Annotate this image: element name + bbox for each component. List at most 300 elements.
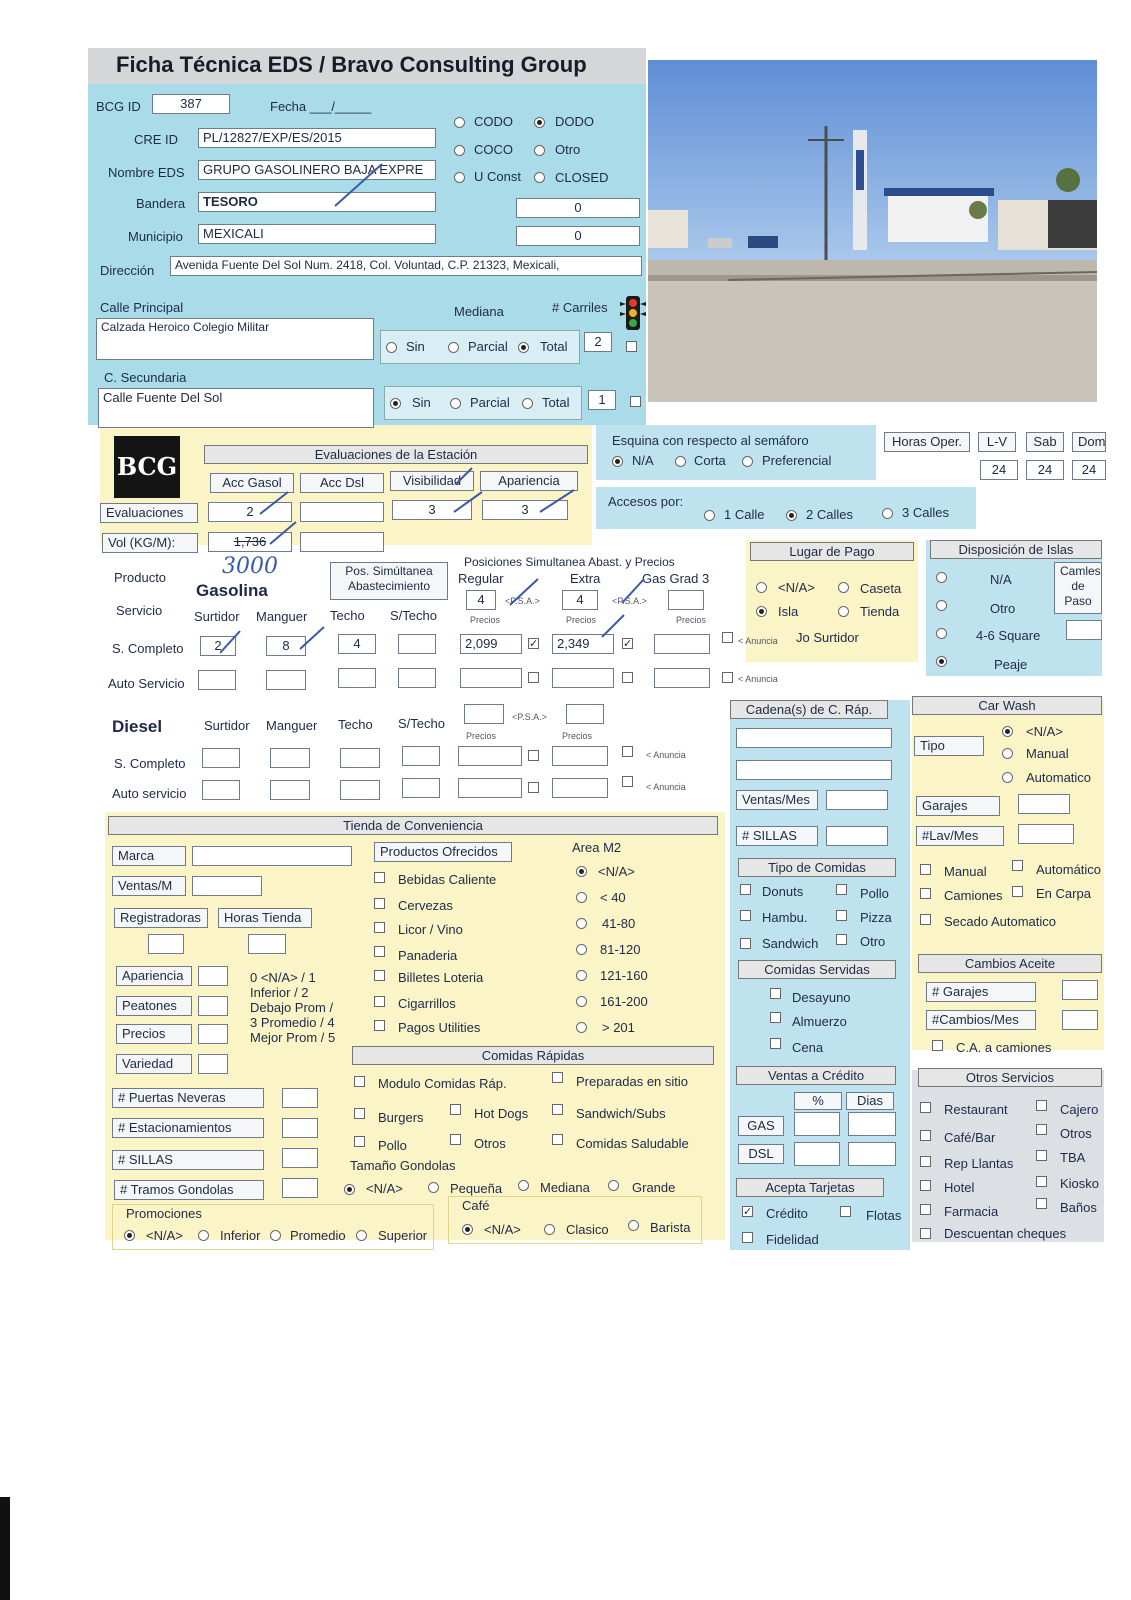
sc-label: S. Completo	[112, 641, 184, 656]
tramos-field[interactable]	[282, 1178, 318, 1198]
as-manguer-field[interactable]	[266, 670, 306, 690]
cadena-sillas-field[interactable]	[826, 826, 888, 846]
otros-otros-check[interactable]	[1036, 1124, 1047, 1135]
islas-square-label: 4-6 Square	[976, 628, 1041, 643]
principal-check[interactable]	[626, 341, 637, 352]
aceite-cambios-label: #Cambios/Mes	[926, 1010, 1036, 1030]
comidas-servidas-header: Comidas Servidas	[738, 960, 896, 979]
diesel-as-check-2[interactable]	[622, 776, 633, 787]
tipo-closed-radio[interactable]	[534, 172, 545, 183]
area-40-radio[interactable]	[576, 892, 587, 903]
diesel-sc-surtidor[interactable]	[202, 748, 240, 768]
calle-secundaria-field[interactable]: Calle Fuente Del Sol	[98, 388, 374, 428]
cw-secado-check[interactable]	[920, 914, 931, 925]
credito-dsl-dias-field[interactable]	[848, 1142, 896, 1166]
as-regular-price-field[interactable]	[460, 668, 522, 688]
area-41-80-label: 41-80	[602, 916, 636, 931]
cr-otros-check[interactable]	[450, 1134, 461, 1145]
as-grade3-price-field[interactable]	[654, 668, 710, 688]
promo-promedio-label: Promedio	[290, 1228, 346, 1243]
pago-isla-label: Isla	[778, 604, 799, 619]
tamano-label: Tamaño Gondolas	[350, 1158, 456, 1173]
tienda-horas-label: Horas Tienda	[218, 908, 312, 928]
evaluaciones-label: Evaluaciones	[100, 503, 198, 523]
secundaria-parcial-radio[interactable]	[450, 398, 461, 409]
esquina-na-radio[interactable]	[612, 456, 623, 467]
prod-licor-label: Licor / Vino	[398, 922, 463, 937]
tienda-registradoras-field[interactable]	[148, 934, 184, 954]
ink-strokes-gas-icon	[220, 575, 660, 655]
otros-farmacia-label: Farmacia	[944, 1204, 999, 1219]
comida-hambu-label: Hambu.	[762, 910, 808, 925]
num-field-2[interactable]: 0	[516, 226, 640, 246]
cadena-field-1[interactable]	[736, 728, 892, 748]
tamano-mediana-radio[interactable]	[518, 1180, 529, 1191]
carwash-tipo-label: Tipo	[914, 736, 984, 756]
accesos-1-radio[interactable]	[704, 510, 715, 521]
tarjeta-flotas-label: Flotas	[866, 1208, 902, 1223]
credito-dsl-label: DSL	[738, 1144, 784, 1164]
tipo-otro-label: Otro	[555, 142, 581, 157]
as-regular-anuncia-check[interactable]	[528, 672, 539, 683]
credito-header: Ventas a Crédito	[736, 1066, 896, 1085]
cafe-clasico-label: Clasico	[566, 1222, 609, 1237]
eval-col-acc-dsl: Acc Dsl	[300, 473, 384, 493]
secundaria-carriles-field[interactable]: 1	[588, 390, 616, 410]
cr-hotdogs-label: Hot Dogs	[474, 1106, 529, 1121]
pago-caseta-radio[interactable]	[838, 582, 849, 593]
accesos-2-radio[interactable]	[786, 510, 797, 521]
extra-pos-field[interactable]: 4	[562, 590, 598, 610]
as-stecho-field[interactable]	[398, 668, 436, 688]
as-extra-anuncia-check[interactable]	[622, 672, 633, 683]
area-201-radio[interactable]	[576, 1022, 587, 1033]
esquina-preferencial-label: Preferencial	[762, 453, 832, 468]
prod-panaderia-check[interactable]	[374, 946, 385, 957]
cw-automatico-label: Automático	[1036, 862, 1102, 877]
cr-sandwich-check[interactable]	[552, 1104, 563, 1115]
comida-pizza-check[interactable]	[836, 910, 847, 921]
islas-peaje-radio[interactable]	[936, 656, 947, 667]
col-manguer: Manguer	[256, 609, 308, 624]
tienda-header: Tienda de Conveniencia	[108, 816, 718, 835]
secundaria-sin-label: Sin	[412, 395, 431, 410]
vol-handwritten: 3000	[222, 554, 278, 579]
tienda-marca-field[interactable]	[192, 846, 352, 866]
pago-na-radio[interactable]	[756, 582, 767, 593]
area-41-80-radio[interactable]	[576, 918, 587, 929]
comidas-rapidas-header: Comidas Rápidas	[352, 1046, 714, 1065]
diesel-pos-1[interactable]	[464, 704, 504, 724]
principal-total-radio[interactable]	[518, 342, 529, 353]
cw-camiones-check[interactable]	[920, 888, 931, 899]
tienda-precios-field[interactable]	[198, 1024, 228, 1044]
cafe-na-label: <N/A>	[484, 1222, 521, 1237]
as-label: Auto Servicio	[108, 676, 185, 691]
carwash-auto-radio[interactable]	[1002, 772, 1013, 783]
tarjeta-fidelidad-check[interactable]	[742, 1232, 753, 1243]
tamano-grande-label: Grande	[632, 1180, 676, 1195]
num-field-1[interactable]: 0	[516, 198, 640, 218]
principal-parcial-radio[interactable]	[448, 342, 459, 353]
prod-panaderia-label: Panaderia	[398, 948, 458, 963]
tienda-sillas-field[interactable]	[282, 1148, 318, 1168]
diesel-as-price-2[interactable]	[552, 778, 608, 798]
cadena-ventas-field[interactable]	[826, 790, 888, 810]
diesel-sc-techo[interactable]	[340, 748, 380, 768]
ink-stroke-icon	[330, 160, 390, 210]
col-techo: Techo	[330, 608, 365, 623]
tipo-otro-radio[interactable]	[534, 145, 545, 156]
diesel-as-techo[interactable]	[340, 780, 380, 800]
pago-tienda-radio[interactable]	[838, 606, 849, 617]
lugar-pago-header: Lugar de Pago	[750, 542, 914, 561]
diesel-as-check-1[interactable]	[528, 782, 539, 793]
calle-principal-field[interactable]: Calzada Heroico Colegio Militar	[96, 318, 374, 360]
horas-sab-field[interactable]: 24	[1026, 460, 1064, 480]
otros-header: Otros Servicios	[918, 1068, 1102, 1087]
diesel-col-manguer: Manguer	[266, 718, 318, 733]
esquina-na-label: N/A	[632, 453, 654, 468]
gasolina-title: Gasolina	[196, 581, 268, 600]
comida-pollo-check[interactable]	[836, 884, 847, 895]
tipo-coco-label: COCO	[474, 142, 513, 157]
col-stecho: S/Techo	[390, 608, 437, 623]
carwash-manual-label: Manual	[1026, 746, 1069, 761]
aceite-garajes-field[interactable]	[1062, 980, 1098, 1000]
servidas-desayuno-label: Desayuno	[792, 990, 851, 1005]
grade3-pos-field[interactable]	[668, 590, 704, 610]
extra-psa: <P.S.A.>	[612, 596, 647, 606]
prod-utilities-check[interactable]	[374, 1020, 385, 1031]
credito-pct-label: %	[794, 1092, 842, 1110]
prod-loteria-check[interactable]	[374, 970, 385, 981]
sc-surtidor-field[interactable]: 2	[200, 636, 236, 656]
carwash-lav-label: #Lav/Mes	[916, 826, 1004, 846]
cr-pollo-check[interactable]	[354, 1136, 365, 1147]
tipo-coco-radio[interactable]	[454, 145, 465, 156]
principal-sin-label: Sin	[406, 339, 425, 354]
area-161-200-label: 161-200	[600, 994, 648, 1009]
puertas-label: # Puertas Neveras	[112, 1088, 264, 1108]
traffic-light-icon	[618, 294, 648, 332]
tienda-variedad-field[interactable]	[198, 1054, 228, 1074]
extra-precios-label: Precios	[566, 615, 597, 625]
sc-anuncia-label: < Anuncia	[738, 636, 778, 646]
aceite-ca-label: C.A. a camiones	[956, 1040, 1052, 1055]
promo-promedio-radio[interactable]	[270, 1230, 281, 1241]
secundaria-parcial-label: Parcial	[470, 395, 510, 410]
principal-sin-radio[interactable]	[386, 342, 397, 353]
area-121-160-radio[interactable]	[576, 970, 587, 981]
bcg-id-field[interactable]: 387	[152, 94, 230, 114]
servidas-desayuno-check[interactable]	[770, 988, 781, 999]
pago-extra-label: Jo Surtidor	[796, 630, 859, 645]
diesel-sc-price-1[interactable]	[458, 746, 522, 766]
otros-cheques-check[interactable]	[920, 1228, 931, 1239]
cr-saludable-label: Comidas Saludable	[576, 1136, 689, 1151]
tipo-dodo-radio[interactable]	[534, 117, 545, 128]
diesel-as-price-1[interactable]	[458, 778, 522, 798]
sc-extra-anuncia-check[interactable]: ✓	[623, 638, 633, 650]
diesel-as-stecho[interactable]	[402, 778, 440, 798]
tamano-grande-radio[interactable]	[608, 1180, 619, 1191]
accesos-3-radio[interactable]	[882, 508, 893, 519]
diesel-precios-1: Precios	[466, 731, 497, 741]
promo-na-label: <N/A>	[146, 1228, 183, 1243]
diesel-as-manguer[interactable]	[270, 780, 310, 800]
cw-manual-check[interactable]	[920, 864, 931, 875]
aceite-cambios-field[interactable]	[1062, 1010, 1098, 1030]
otros-hotel-label: Hotel	[944, 1180, 975, 1195]
otros-hotel-check[interactable]	[920, 1180, 931, 1191]
station-photo	[648, 60, 1097, 402]
prod-cervezas-check[interactable]	[374, 898, 385, 909]
otros-otros-label: Otros	[1060, 1126, 1092, 1141]
evaluaciones-header: Evaluaciones de la Estación	[204, 445, 588, 464]
aceite-ca-check[interactable]	[932, 1040, 943, 1051]
sc-regular-price-field[interactable]: 2,099	[460, 634, 522, 654]
carwash-na-label: <N/A>	[1026, 724, 1063, 739]
as-surtidor-field[interactable]	[198, 670, 236, 690]
area-161-200-radio[interactable]	[576, 996, 587, 1007]
pos-sim-label: Pos. Simúltanea Abastecimiento	[330, 562, 448, 600]
cr-sandwich-label: Sandwich/Subs	[576, 1106, 666, 1121]
col-surtidor: Surtidor	[194, 609, 240, 624]
vol-label: Vol (KG/M):	[102, 533, 198, 553]
otros-llantas-label: Rep Llantas	[944, 1156, 1014, 1171]
tienda-precios-label: Precios	[116, 1024, 192, 1044]
esquina-corta-radio[interactable]	[675, 456, 686, 467]
direccion-label: Dirección	[100, 263, 155, 278]
esquina-label: Esquina con respecto al semáforo	[612, 433, 809, 448]
tienda-apariencia-label: Apariencia	[116, 966, 192, 986]
carwash-garajes-field[interactable]	[1018, 794, 1070, 814]
estacionamientos-field[interactable]	[282, 1118, 318, 1138]
sc-techo-field[interactable]: 4	[338, 634, 376, 654]
tamano-pequena-radio[interactable]	[428, 1182, 439, 1193]
prod-loteria-label: Billetes Loteria	[398, 970, 484, 985]
area-na-radio[interactable]	[576, 866, 587, 877]
cadena-ventas-label: Ventas/Mes	[736, 790, 818, 810]
horas-dom-field[interactable]: 24	[1072, 460, 1106, 480]
cr-modulo-label: Modulo Comidas Ráp.	[378, 1076, 507, 1091]
as-grade3-anuncia-check[interactable]	[722, 672, 733, 683]
tipo-uconst-radio[interactable]	[454, 172, 465, 183]
otros-kiosko-check[interactable]	[1036, 1176, 1047, 1187]
otros-tba-check[interactable]	[1036, 1150, 1047, 1161]
secundaria-check[interactable]	[630, 396, 641, 407]
tipo-codo-radio[interactable]	[454, 117, 465, 128]
secundaria-sin-radio[interactable]	[390, 398, 401, 409]
as-anuncia-label: < Anuncia	[738, 674, 778, 684]
tamano-na-radio[interactable]	[344, 1184, 355, 1195]
otros-restaurant-check[interactable]	[920, 1102, 931, 1113]
eval-col-visibilidad: Visibilidad	[390, 471, 474, 491]
islas-square-radio[interactable]	[936, 628, 947, 639]
direccion-field[interactable]: Avenida Fuente Del Sol Num. 2418, Col. Voluntad, C.P. 21323, Mexicali,	[170, 256, 642, 276]
horas-lv-field[interactable]: 24	[980, 460, 1018, 480]
tienda-horas-field[interactable]	[248, 934, 286, 954]
islas-na-radio[interactable]	[936, 572, 947, 583]
area-81-120-label: 81-120	[600, 942, 641, 957]
tienda-sillas-label: # SILLAS	[112, 1150, 264, 1170]
comida-sandwich-check[interactable]	[740, 938, 751, 949]
pago-tienda-label: Tienda	[860, 604, 900, 619]
promo-inferior-radio[interactable]	[198, 1230, 209, 1241]
tarjeta-credito-check[interactable]: ✓	[743, 1206, 753, 1218]
cr-burgers-label: Burgers	[378, 1110, 424, 1125]
pago-isla-radio[interactable]	[756, 606, 767, 617]
cafe-clasico-radio[interactable]	[544, 1224, 555, 1235]
diesel-precios-2: Precios	[562, 731, 593, 741]
diesel-sc-stecho[interactable]	[402, 746, 440, 766]
cafe-na-radio[interactable]	[462, 1224, 473, 1235]
bcg-id-label: BCG ID	[96, 99, 141, 114]
eval-col-apariencia: Apariencia	[480, 471, 578, 491]
cafe-barista-label: Barista	[650, 1220, 691, 1235]
tienda-peatones-field[interactable]	[198, 996, 228, 1016]
cr-modulo-check[interactable]	[354, 1076, 365, 1087]
promo-na-radio[interactable]	[124, 1230, 135, 1241]
prod-cervezas-label: Cervezas	[398, 898, 453, 913]
carwash-garajes-label: Garajes	[916, 796, 1000, 816]
diesel-sc-check-2[interactable]	[622, 746, 633, 757]
puertas-field[interactable]	[282, 1088, 318, 1108]
area-201-label: > 201	[602, 1020, 635, 1035]
fecha-label: Fecha ___/_____	[270, 99, 372, 114]
tramos-label: # Tramos Gondolas	[114, 1180, 264, 1200]
principal-carriles-field[interactable]: 2	[584, 332, 612, 352]
sc-manguer-field[interactable]: 8	[266, 636, 306, 656]
otros-llantas-check[interactable]	[920, 1156, 931, 1167]
esquina-preferencial-radio[interactable]	[742, 456, 753, 467]
esquina-corta-label: Corta	[694, 453, 726, 468]
tienda-marca-label: Marca	[112, 846, 186, 866]
tarjeta-flotas-check[interactable]	[840, 1206, 851, 1217]
credito-dsl-pct-field[interactable]	[794, 1142, 840, 1166]
prod-utilities-label: Pagos Utilities	[398, 1020, 481, 1035]
cre-id-field[interactable]: PL/12827/EXP/ES/2015	[198, 128, 436, 148]
diesel-title: Diesel	[112, 717, 163, 736]
cr-hotdogs-check[interactable]	[450, 1104, 461, 1115]
otros-banos-label: Baños	[1060, 1200, 1097, 1215]
eval-apariencia-field[interactable]: 3	[482, 500, 568, 520]
comida-hambu-check[interactable]	[740, 910, 751, 921]
otros-cheques-label: Descuentan cheques	[944, 1226, 1067, 1241]
islas-camiones-field[interactable]	[1066, 620, 1102, 640]
servidas-almuerzo-check[interactable]	[770, 1012, 781, 1023]
cre-id-label: CRE ID	[134, 132, 179, 147]
cafe-barista-radio[interactable]	[628, 1220, 639, 1231]
islas-otro-label: Otro	[990, 601, 1016, 616]
nombre-field[interactable]: GRUPO GASOLINERO BAJA EXPRE	[198, 160, 436, 180]
prod-licor-check[interactable]	[374, 922, 385, 933]
prod-bebidas-check[interactable]	[374, 872, 385, 883]
eval-visibilidad-field[interactable]: 3	[392, 500, 472, 520]
credito-gas-pct-field[interactable]	[794, 1112, 840, 1136]
diesel-as-surtidor[interactable]	[202, 780, 240, 800]
servicio-label: Servicio	[116, 603, 163, 618]
cadena-field-2[interactable]	[736, 760, 892, 780]
tipo-closed-label: CLOSED	[555, 170, 609, 185]
diesel-pos-2[interactable]	[566, 704, 604, 724]
cw-camiones-label: Camiones	[944, 888, 1003, 903]
carwash-manual-radio[interactable]	[1002, 748, 1013, 759]
secundaria-total-label: Total	[542, 395, 570, 410]
eval-acc-gasol-field[interactable]: 2	[208, 502, 292, 522]
sc-extra-price-field[interactable]: 2,349	[552, 634, 614, 654]
tienda-apariencia-field[interactable]	[198, 966, 228, 986]
otros-tba-label: TBA	[1060, 1150, 1086, 1165]
servidas-cena-label: Cena	[792, 1040, 824, 1055]
municipio-field[interactable]: MEXICALI	[198, 224, 436, 244]
cr-preparadas-check[interactable]	[552, 1072, 563, 1083]
secundaria-total-radio[interactable]	[522, 398, 533, 409]
regular-pos-field[interactable]: 4	[466, 590, 496, 610]
otros-farmacia-check[interactable]	[920, 1204, 931, 1215]
credito-gas-dias-field[interactable]	[848, 1112, 896, 1136]
horas-label: Horas Oper.	[884, 432, 970, 452]
cw-secado-label: Secado Automatico	[944, 914, 1057, 929]
scan-edge-bar	[0, 1497, 10, 1600]
as-extra-price-field[interactable]	[552, 668, 614, 688]
regular-psa: <P.S.A.>	[505, 596, 540, 606]
prod-cigarrillos-check[interactable]	[374, 996, 385, 1007]
carwash-lav-field[interactable]	[1018, 824, 1074, 844]
diesel-sc-check-1[interactable]	[528, 750, 539, 761]
diesel-sc-price-2[interactable]	[552, 746, 608, 766]
promo-superior-label: Superior	[378, 1228, 428, 1243]
cr-burgers-check[interactable]	[354, 1108, 365, 1119]
promo-superior-radio[interactable]	[356, 1230, 367, 1241]
vol-field[interactable]: 1,736	[208, 532, 292, 552]
calle-principal-label: Calle Principal	[100, 300, 184, 315]
cw-carpa-check[interactable]	[1012, 886, 1023, 897]
tienda-ventas-field[interactable]	[192, 876, 262, 896]
principal-parcial-label: Parcial	[468, 339, 508, 354]
eval-col-acc-gasol: Acc Gasol	[210, 473, 294, 493]
islas-camiones-label: Camles de Paso	[1054, 562, 1102, 614]
area-81-120-radio[interactable]	[576, 944, 587, 955]
sc-grade3-price-field[interactable]	[654, 634, 710, 654]
comida-otro-label: Otro	[860, 934, 886, 949]
horas-col-lv: L-V	[978, 432, 1016, 452]
sc-grade3-anuncia-check[interactable]	[722, 632, 733, 643]
as-techo-field[interactable]	[338, 668, 376, 688]
promociones-label: Promociones	[126, 1206, 202, 1221]
grade3-precios-label: Precios	[676, 615, 707, 625]
otros-banos-check[interactable]	[1036, 1198, 1047, 1209]
sc-regular-anuncia-check[interactable]: ✓	[529, 638, 539, 650]
prod-bebidas-label: Bebidas Caliente	[398, 872, 497, 887]
tipo-comidas-header: Tipo de Comidas	[738, 858, 896, 877]
comida-donuts-check[interactable]	[740, 884, 751, 895]
cw-carpa-label: En Carpa	[1036, 886, 1091, 901]
cw-automatico-check[interactable]	[1012, 860, 1023, 871]
otros-cafe-check[interactable]	[920, 1130, 931, 1141]
otros-cajero-check[interactable]	[1036, 1100, 1047, 1111]
diesel-sc-manguer[interactable]	[270, 748, 310, 768]
cr-saludable-check[interactable]	[552, 1134, 563, 1145]
islas-otro-radio[interactable]	[936, 600, 947, 611]
productos-header: Productos Ofrecidos	[374, 842, 512, 862]
servidas-cena-check[interactable]	[770, 1038, 781, 1049]
comida-otro-check[interactable]	[836, 934, 847, 945]
tamano-pequena-label: Pequeña	[450, 1181, 503, 1196]
bandera-field[interactable]: TESORO	[198, 192, 436, 212]
carwash-na-radio[interactable]	[1002, 726, 1013, 737]
